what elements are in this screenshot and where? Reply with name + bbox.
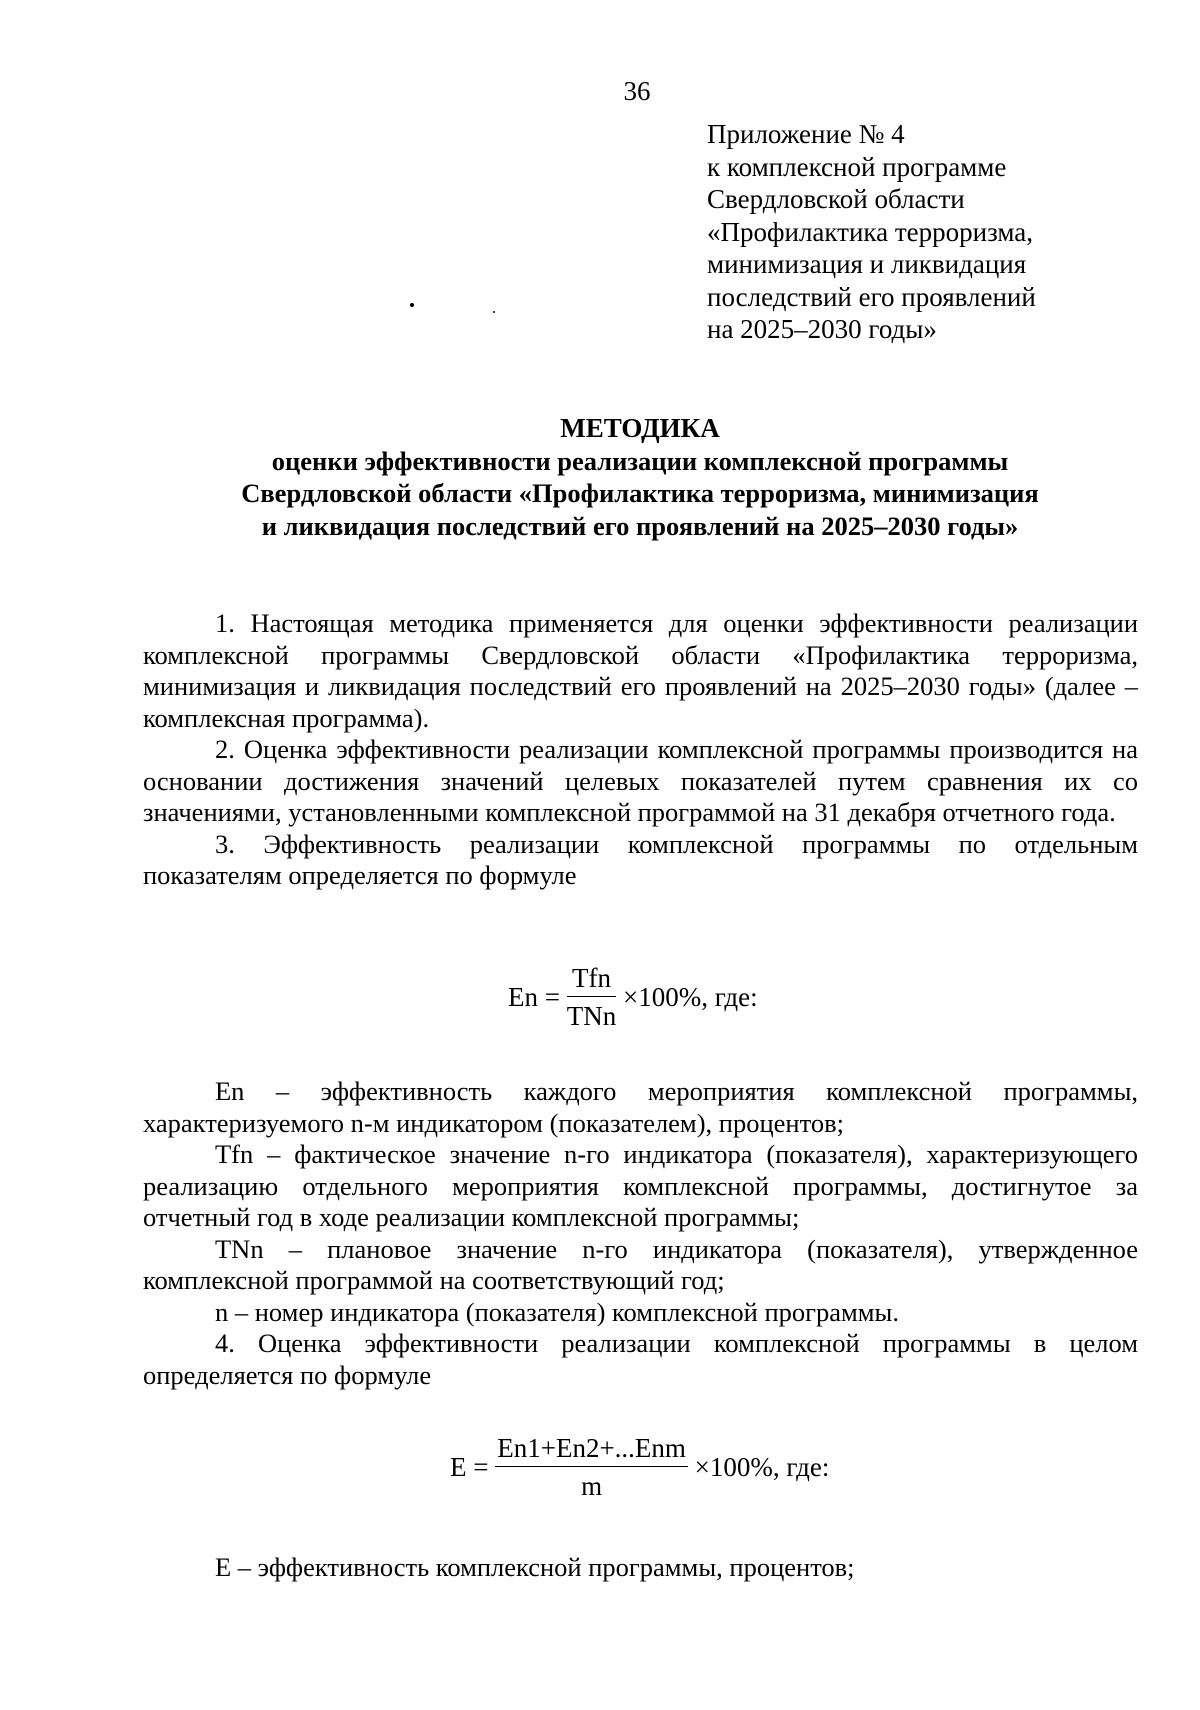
formula-fraction <box>495 1433 688 1502</box>
appendix-line: к комплексной программе <box>707 151 1007 182</box>
page-number: 36 <box>623 76 651 106</box>
formula-numerator: En1+En2+...Enm <box>495 1433 688 1467</box>
definition-n: n – номер индикатора (показателя) комплексной программы. <box>215 1296 899 1327</box>
formula-efficiency-per-indicator <box>508 963 758 1032</box>
formula-denominator: m <box>581 1471 603 1501</box>
body-section-2 <box>143 1076 1138 1391</box>
body-section-1 <box>143 608 1138 892</box>
scan-speck <box>410 303 414 307</box>
title-line: оценки эффективности реализации комплексной программы <box>271 445 1009 476</box>
formula-denominator: TNn <box>566 1001 617 1031</box>
formula-rhs: ×100%, где: <box>694 1452 830 1482</box>
appendix-line: Свердловской области <box>707 184 965 214</box>
appendix-line: Приложение № 4 <box>707 119 905 149</box>
paragraph-1: 1. Настоящая методика применяется для оценки эффективности реализации комплексной программы Свердловской области «Профилактика терроризма, минимизация и ликвидация последствий его проявлений на 2025–2030 годы» (далее – комплексная программа). <box>143 608 1138 733</box>
definition-e: E – эффективность комплексной программы, процентов; <box>215 1552 855 1582</box>
formula-overall-efficiency <box>450 1433 829 1502</box>
body-section-3 <box>143 1552 1138 1584</box>
appendix-line: «Профилактика терроризма, <box>707 216 1034 247</box>
formula-fraction <box>567 963 617 1032</box>
appendix-header <box>707 118 1167 346</box>
appendix-line: последствий его проявлений <box>707 281 1036 312</box>
appendix-line: на 2025–2030 годы» <box>707 314 937 344</box>
scan-speck <box>493 311 495 313</box>
title-main: МЕТОДИКА <box>560 413 720 443</box>
document-title <box>140 412 1140 542</box>
definition-en: En – эффективность каждого мероприятия комплексной программы, характеризуемого n-м индикатором (показателем), процентов; <box>143 1076 1138 1138</box>
definition-tfn: Tfn – фактическое значение n-го индикатора (показателя), характеризующего реализацию отдельного мероприятия комплексной программы, достигнутое за отчетный год в ходе реализации комплексной программы; <box>143 1139 1138 1232</box>
formula-lhs: E = <box>450 1452 489 1482</box>
title-line: и ликвидация последствий его проявлений на 2025–2030 годы» <box>261 510 1019 541</box>
paragraph-3: 3. Эффективность реализации комплексной программы по отдельным показателям определяется по формуле <box>143 828 1138 890</box>
paragraph-2: 2. Оценка эффективности реализации комплексной программы производится на основании достижения значений целевых показателей путем сравнения их со значениями, установленными комплексной программой на 31 декабря отчетного года. <box>143 734 1138 827</box>
appendix-line: минимизация и ликвидация <box>707 249 1027 279</box>
formula-lhs: En = <box>508 982 560 1012</box>
formula-rhs: ×100%, где: <box>622 982 758 1012</box>
title-line: Свердловской области «Профилактика терроризма, минимизация <box>241 478 1039 508</box>
paragraph-4: 4. Оценка эффективности реализации комплексной программы в целом определяется по формуле <box>143 1328 1138 1390</box>
definition-tnn: TNn – плановое значение n-го индикатора (показателя), утвержденное комплексной программой на соответствующий год; <box>143 1233 1138 1295</box>
formula-numerator: Tfn <box>567 963 617 997</box>
